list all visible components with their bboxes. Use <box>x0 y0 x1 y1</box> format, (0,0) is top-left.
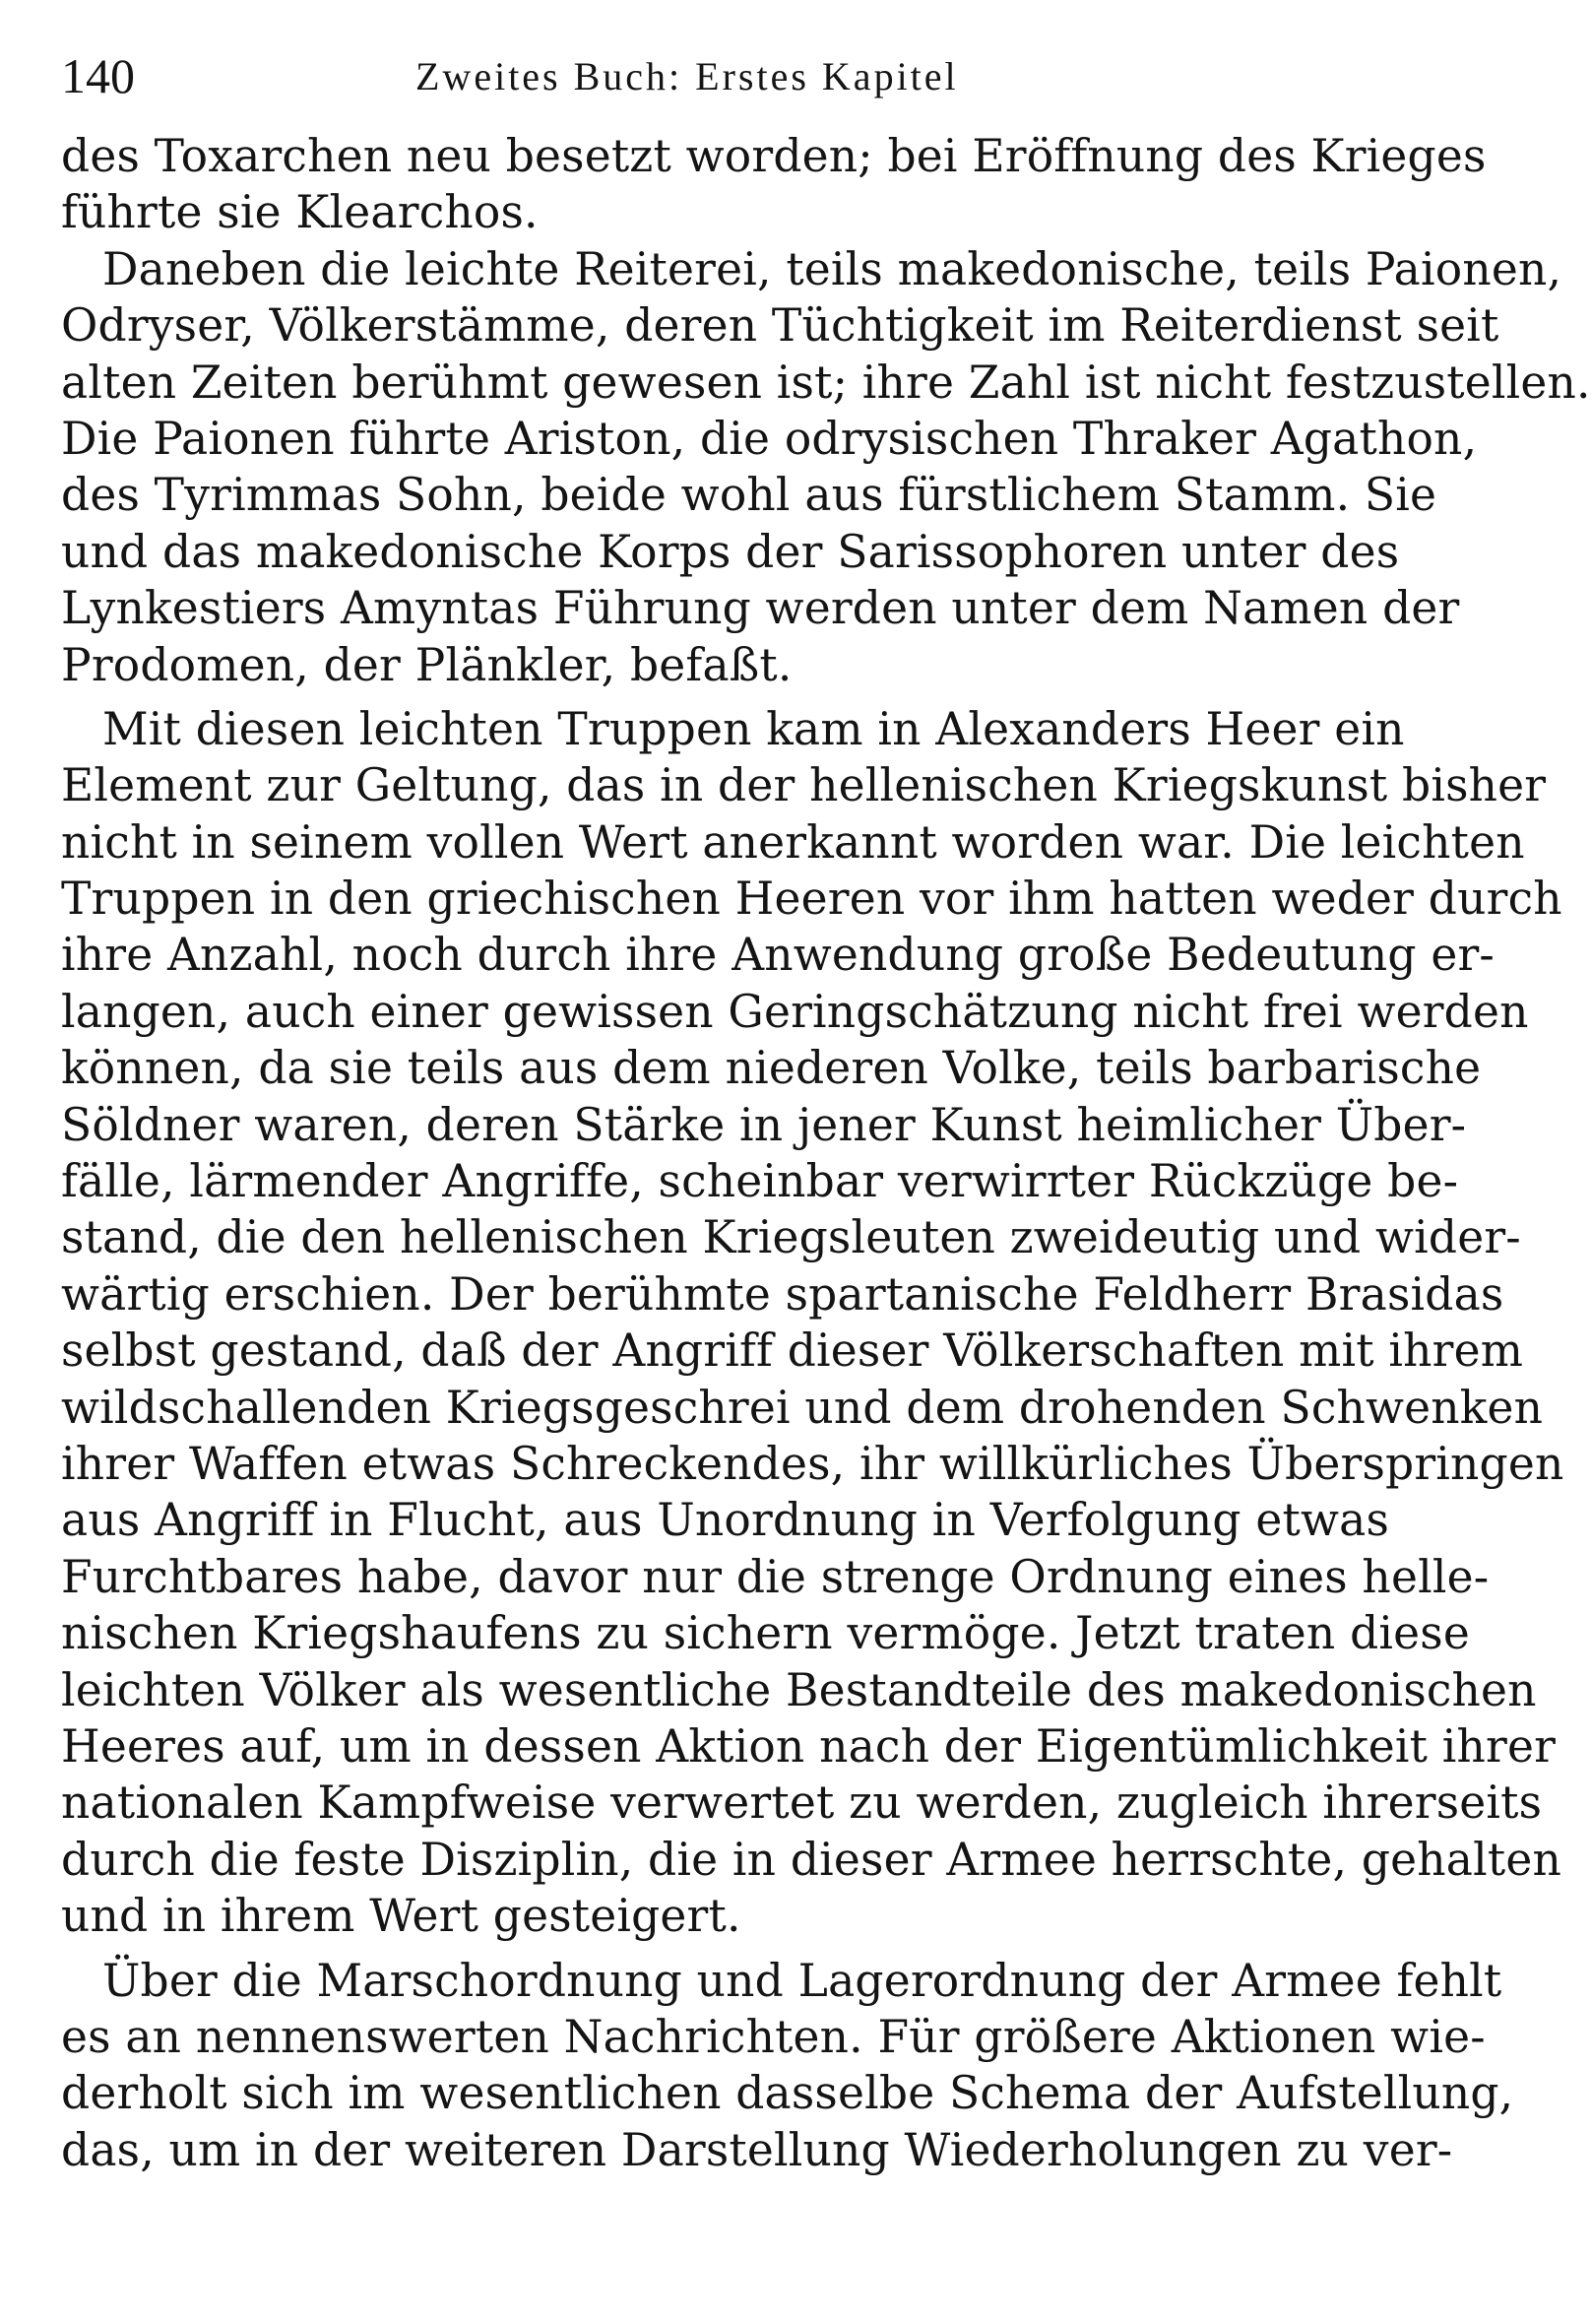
text-line: durch die feste Disziplin, die in dieser Armee herrschte, gehalten <box>61 1833 1561 1886</box>
paragraph-gap <box>61 1945 1323 1953</box>
text-line: leichten Völker als wesentliche Bestandteile des makedonischen <box>61 1663 1537 1716</box>
text-line: Mit diesen leichten Truppen kam in Alexanders Heer ein <box>102 702 1405 755</box>
text-line: des Toxarchen neu besetzt worden; bei Eröffnung des Krieges <box>61 130 1487 182</box>
text-line: derholt sich im wesentlichen dasselbe Schema der Aufstellung, <box>61 2067 1514 2120</box>
text-line: und das makedonische Korps der Sarissophoren unter des <box>61 525 1400 578</box>
text-line: und in ihrem Wert gesteigert. <box>61 1890 741 1943</box>
text-line: wärtig erschien. Der berühmte spartanische Feldherr Brasidas <box>61 1267 1504 1321</box>
text-line: ihre Anzahl, noch durch ihre Anwendung große Bedeutung er- <box>61 929 1495 982</box>
text-line: langen, auch einer gewissen Geringschätzung nicht frei werden <box>61 985 1529 1038</box>
text-line: Über die Marschordnung und Lagerordnung der Armee fehlt <box>102 1954 1502 2007</box>
text-line: Truppen in den griechischen Heeren vor ihm hatten weder durch <box>61 872 1562 926</box>
text-line: können, da sie teils aus dem niederen Volke, teils barbarische <box>61 1042 1482 1095</box>
text-line: alten Zeiten berühmt gewesen ist; ihre Zahl ist nicht festzustellen. <box>61 355 1591 409</box>
text-line: Furchtbares habe, davor nur die strenge Ordnung eines helle- <box>61 1550 1490 1603</box>
text-line: es an nennenswerten Nachrichten. Für größere Aktionen wie- <box>61 2010 1486 2063</box>
text-line: ihrer Waffen etwas Schreckendes, ihr willkürliches Überspringen <box>61 1437 1564 1490</box>
text-line: nicht in seinem vollen Wert anerkannt worden war. Die leichten <box>61 815 1525 869</box>
text-line: nischen Kriegshaufens zu sichern vermöge. Jetzt traten diese <box>61 1607 1470 1660</box>
page-header <box>61 41 1321 110</box>
text-line: Söldner waren, deren Stärke in jener Kunst heimlicher Über- <box>61 1098 1467 1151</box>
text-line: selbst gestand, daß der Angriff dieser Völkerschaften mit ihrem <box>61 1324 1524 1378</box>
running-head: Zweites Buch: Erstes Kapitel <box>415 54 959 98</box>
text-line: Daneben die leichte Reiterei, teils makedonische, teils Paionen, <box>102 242 1562 295</box>
paragraph-gap <box>61 693 1323 701</box>
text-line: Prodomen, der Plänkler, befaßt. <box>61 638 793 691</box>
text-line: Die Paionen führte Ariston, die odrysischen Thraker Agathon, <box>61 412 1478 465</box>
text-line: Lynkestiers Amyntas Führung werden unter dem Namen der <box>61 582 1460 635</box>
text-line: nationalen Kampfweise verwertet zu werden, zugleich ihrerseits <box>61 1776 1543 1830</box>
text-line: aus Angriff in Flucht, aus Unordnung in Verfolgung etwas <box>61 1494 1390 1547</box>
page-number: 140 <box>61 48 135 103</box>
text-line: das, um in der weiteren Darstellung Wiederholungen zu ver- <box>61 2123 1453 2176</box>
text-line: Heeres auf, um in dessen Aktion nach der Eigentümlichkeit ihrer <box>61 1719 1557 1773</box>
body-text <box>61 128 1591 2178</box>
text-line: Element zur Geltung, das in der hellenischen Kriegskunst bisher <box>61 759 1547 812</box>
text-line: des Tyrimmas Sohn, beide wohl aus fürstlichem Stamm. Sie <box>61 469 1437 522</box>
text-line: führte sie Klearchos. <box>61 186 539 239</box>
text-line: wildschallenden Kriegsgeschrei und dem drohenden Schwenken <box>61 1381 1544 1434</box>
text-line: Odryser, Völkerstämme, deren Tüchtigkeit im Reiterdienst seit <box>61 299 1499 353</box>
text-line: stand, die den hellenischen Kriegsleuten zweideutig und wider- <box>61 1211 1521 1264</box>
text-line: fälle, lärmender Angriffe, scheinbar verwirrter Rückzüge be- <box>61 1155 1459 1208</box>
